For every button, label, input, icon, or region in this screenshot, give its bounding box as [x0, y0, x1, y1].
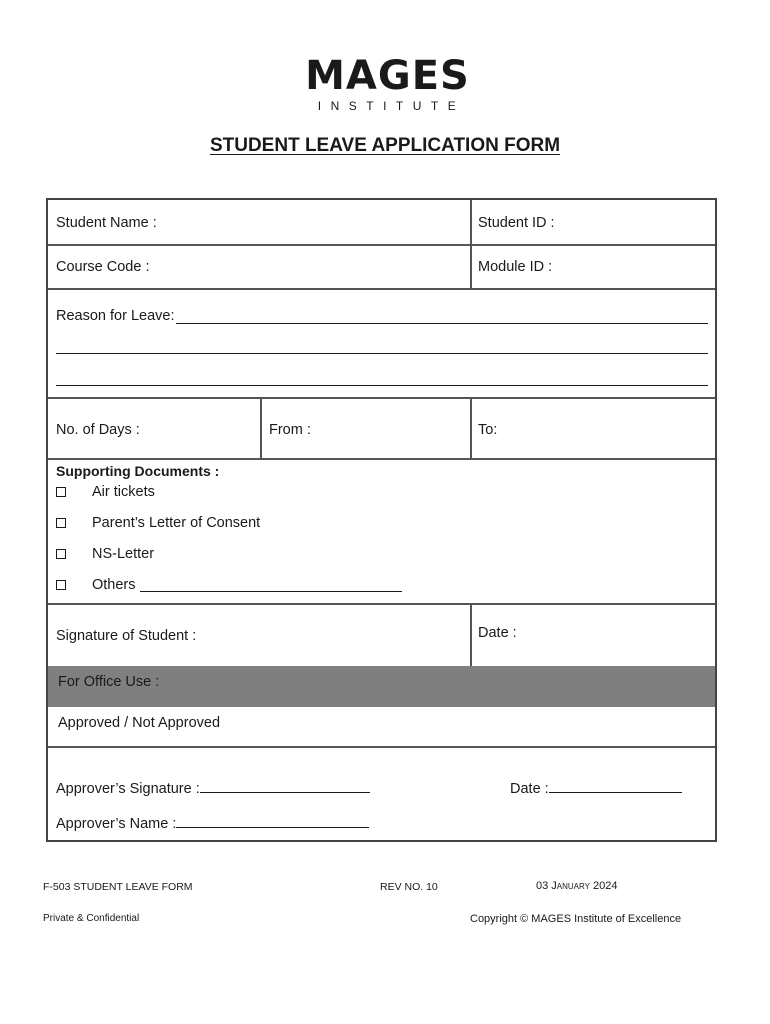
approver-date-label: Date : — [510, 781, 549, 797]
reason-line[interactable] — [56, 353, 708, 354]
page-title: STUDENT LEAVE APPLICATION FORM — [209, 135, 561, 156]
document-label: Others — [92, 577, 136, 593]
approver-signature-row — [56, 779, 370, 797]
document-option[interactable] — [56, 577, 402, 593]
row-divider — [48, 244, 715, 246]
logo-subtitle: INSTITUTE — [317, 99, 466, 113]
to-label: To: — [478, 422, 498, 438]
logo-wordmark: MAGES — [305, 53, 470, 99]
row-divider — [48, 746, 715, 748]
reason-line[interactable] — [56, 385, 708, 386]
document-option[interactable] — [56, 515, 260, 531]
approver-signature-line[interactable] — [200, 779, 370, 793]
document-label: NS-Letter — [92, 546, 155, 562]
reason-line[interactable] — [176, 323, 708, 324]
column-divider — [260, 397, 262, 459]
document-option[interactable] — [56, 546, 154, 562]
column-divider — [470, 200, 472, 289]
approver-date-row — [510, 779, 682, 797]
office-use-label: For Office Use : — [58, 674, 160, 690]
column-divider — [470, 397, 472, 459]
document-option[interactable] — [56, 484, 155, 500]
days-label: No. of Days : — [56, 422, 140, 438]
student-date-label: Date : — [478, 625, 517, 641]
from-label: From : — [269, 422, 311, 438]
revision-date: 03 January 2024 — [536, 880, 618, 892]
approver-signature-label: Approver’s Signature : — [56, 781, 200, 797]
privacy-notice: Private & Confidential — [43, 913, 140, 924]
row-divider — [48, 603, 715, 605]
document-label: Parent’s Letter of Consent — [92, 515, 261, 531]
row-divider — [48, 458, 715, 460]
copyright: Copyright © MAGES Institute of Excellence — [470, 913, 682, 925]
checkbox-icon[interactable] — [56, 580, 66, 590]
approver-name-line[interactable] — [176, 814, 369, 828]
reason-label: Reason for Leave: — [56, 308, 175, 324]
checkbox-icon[interactable] — [56, 518, 66, 528]
course-code-label: Course Code : — [56, 259, 150, 275]
approval-label: Approved / Not Approved — [58, 715, 221, 731]
revision-number: REV NO. 10 — [380, 881, 438, 893]
checkbox-icon[interactable] — [56, 487, 66, 497]
module-id-label: Module ID : — [478, 259, 553, 275]
logo — [305, 53, 470, 113]
row-divider — [48, 397, 715, 399]
approver-date-line[interactable] — [549, 779, 682, 793]
office-use-band — [48, 666, 715, 707]
student-id-label: Student ID : — [478, 215, 555, 231]
column-divider — [470, 603, 472, 667]
student-signature-label: Signature of Student : — [56, 628, 197, 644]
document-label: Air tickets — [92, 484, 155, 500]
checkbox-icon[interactable] — [56, 549, 66, 559]
supporting-documents-label: Supporting Documents : — [56, 463, 220, 479]
others-line[interactable] — [140, 578, 402, 592]
approver-name-label: Approver’s Name : — [56, 816, 177, 832]
form-code: F-503 STUDENT LEAVE FORM — [43, 881, 193, 893]
row-divider — [48, 288, 715, 290]
approver-name-row — [56, 814, 369, 832]
student-name-label: Student Name : — [56, 215, 157, 231]
leave-form — [46, 198, 717, 842]
